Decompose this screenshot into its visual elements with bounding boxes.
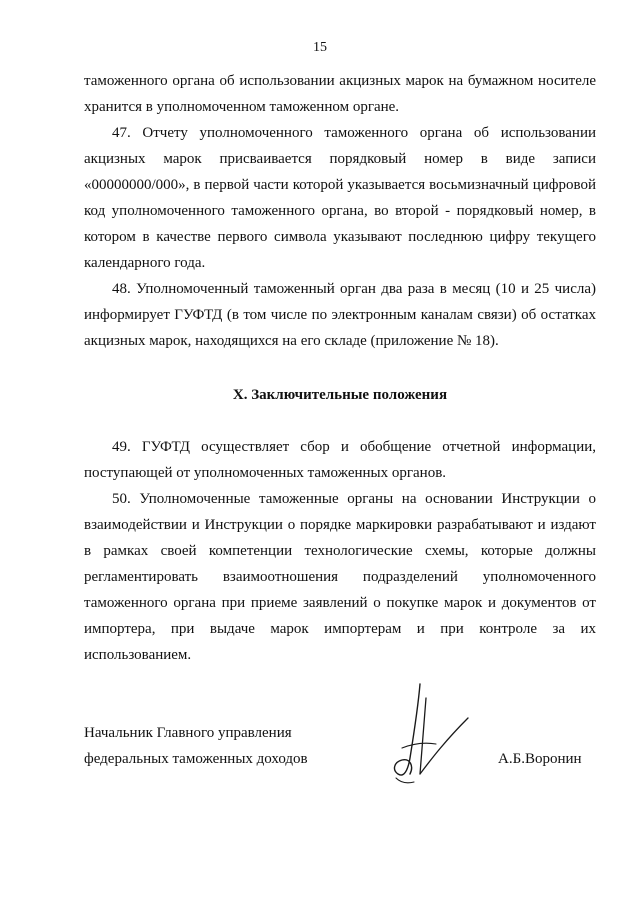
- document-body: [84, 68, 596, 668]
- paragraph-48: 48. Уполномоченный таможенный орган два раза в месяц (10 и 25 числа) информирует ГУФТД (в том числе по электронным каналам связи) об остатках акцизных марок, находящихся на его складе (приложение № 18).: [84, 281, 596, 349]
- signer-name: А.Б.Воронин: [498, 751, 582, 767]
- paragraph-47: 47. Отчету уполномоченного таможенного органа об использовании акцизных марок присваивается порядковый номер в виде записи «00000000/000», в первой части которой указывается восьмизначный цифровой код уполномоченного таможенного органа, во второй - порядковый номер, в котором в качестве первого символа указывают последнюю цифру текущего календарного года.: [84, 125, 596, 271]
- page-number: 15: [313, 40, 327, 55]
- paragraph-50: 50. Уполномоченные таможенные органы на основании Инструкции о взаимодействии и Инструкции о порядке маркировки разрабатывают и издают в рамках своей компетенции технологические схемы, которые должны регламентировать взаимоотношения подразделений уполномоченного таможенного органа при приеме заявлений о покупке марок и документов от импортера, при выдаче марок импортерам и при контроле за их использованием.: [84, 491, 596, 663]
- paragraph-49: 49. ГУФТД осуществляет сбор и обобщение отчетной информации, поступающей от уполномоченных таможенных органов.: [84, 439, 596, 481]
- signer-title: [84, 720, 308, 772]
- signer-title-line-1: Начальник Главного управления: [84, 725, 292, 741]
- signer-title-line-2: федеральных таможенных доходов: [84, 751, 308, 767]
- section-heading: X. Заключительные положения: [232, 387, 448, 403]
- handwritten-signature-icon: [384, 678, 474, 788]
- paragraph-continuation: таможенного органа об использовании акцизных марок на бумажном носителе хранится в уполномоченном таможенном органе.: [84, 73, 596, 115]
